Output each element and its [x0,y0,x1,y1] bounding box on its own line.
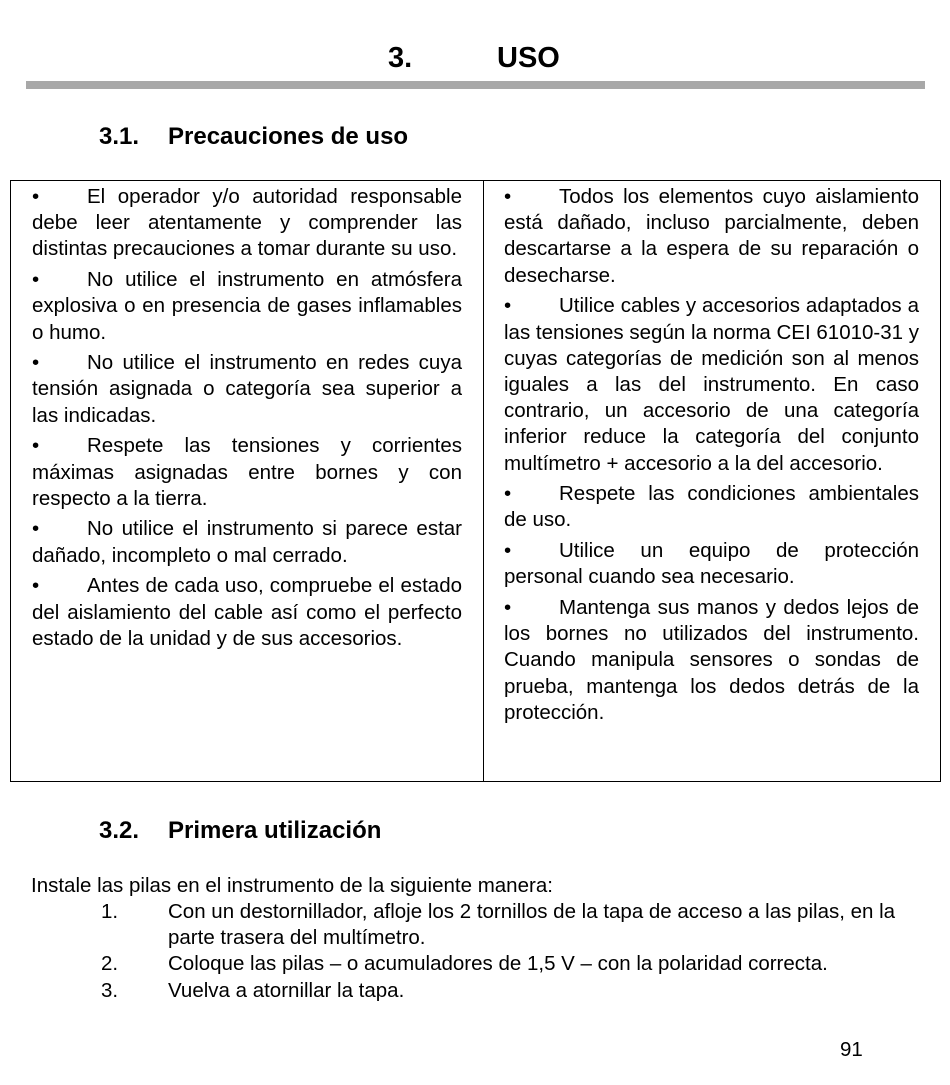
precaution-item: • No utilice el instrumento en redes cuya tensión asignada o categoría sea superior a las indicadas. [32,351,462,427]
chapter-title [0,38,950,78]
step-item [0,978,950,1004]
step-item [0,951,950,977]
bullet-icon: • [504,294,512,318]
bullet-icon: • [504,539,512,563]
precautions-left-column [32,184,462,656]
step-number: 2. [101,952,119,976]
bullet-icon: • [504,482,512,506]
precautions-table [10,180,941,782]
table-column-divider [483,181,484,781]
precaution-item: • No utilice el instrumento en atmósfera explosiva o en presencia de gases inflamables o humo. [32,268,462,344]
precaution-item: • El operador y/o autoridad responsable debe leer atentamente y comprender las distintas precauciones a tomar durante su uso. [32,185,462,261]
precaution-item: • Mantenga sus manos y dedos lejos de los bornes no utilizados del instrumento. Cuando manipula sensores o sondas de prueba, mantenga los dedos detrás de la protección. [504,596,919,724]
step-text: Con un destornillador, afloje los 2 tornillos de la tapa de acceso a las pilas, en la parte trasera del multímetro. [168,900,896,950]
bullet-icon: • [504,596,512,620]
section-number: 3.2. [99,817,140,844]
step-number: 1. [101,900,119,923]
precaution-item: • Utilice un equipo de protección personal cuando sea necesario. [504,539,919,589]
precautions-right-column [504,184,919,731]
step-item [0,899,950,951]
step-text: Vuelva a atornillar la tapa. [168,978,405,1002]
precaution-item: • Respete las condiciones ambientales de uso. [504,482,919,532]
bullet-icon: • [32,351,40,375]
chapter-divider [26,81,925,89]
precaution-item: • Respete las tensiones y corrientes máximas asignadas entre bornes y con respecto a la tierra. [32,434,462,510]
section-number: 3.1. [99,123,140,150]
chapter-number: 3. [388,42,413,74]
precaution-item: • Utilice cables y accesorios adaptados a las tensiones según la norma CEI 61010-31 y cuyas categorías de medición son al menos iguales a las del instrumento. En caso contrario, un accesorio de una categoría inferior reduce la categoría del conjunto multímetro + accesorio a la del accesorio. [504,294,919,475]
precaution-item: • Todos los elementos cuyo aislamiento está dañado, incluso parcialmente, deben descartarse a la espera de su reparación o desecharse. [504,185,919,287]
bullet-icon: • [32,434,40,458]
first-use-intro: Instale las pilas en el instrumento de la siguiente manera: [31,874,553,897]
section-heading: Precauciones de uso [168,123,409,150]
bullet-icon: • [32,185,40,208]
section-heading: Primera utilización [168,817,382,844]
step-text: Coloque las pilas – o acumuladores de 1,5 V – con la polaridad correcta. [168,952,828,976]
bullet-icon: • [504,185,512,208]
precaution-item: • No utilice el instrumento si parece estar dañado, incompleto o mal cerrado. [32,517,462,567]
bullet-icon: • [32,574,40,598]
bullet-icon: • [32,268,40,292]
first-use-steps [0,899,950,1004]
chapter-heading: USO [497,42,560,74]
page-number: 91 [840,1038,863,1061]
bullet-icon: • [32,517,40,541]
step-number: 3. [101,978,119,1002]
precaution-item: • Antes de cada uso, compruebe el estado del aislamiento del cable así como el perfecto estado de la unidad y de sus accesorios. [32,574,462,650]
